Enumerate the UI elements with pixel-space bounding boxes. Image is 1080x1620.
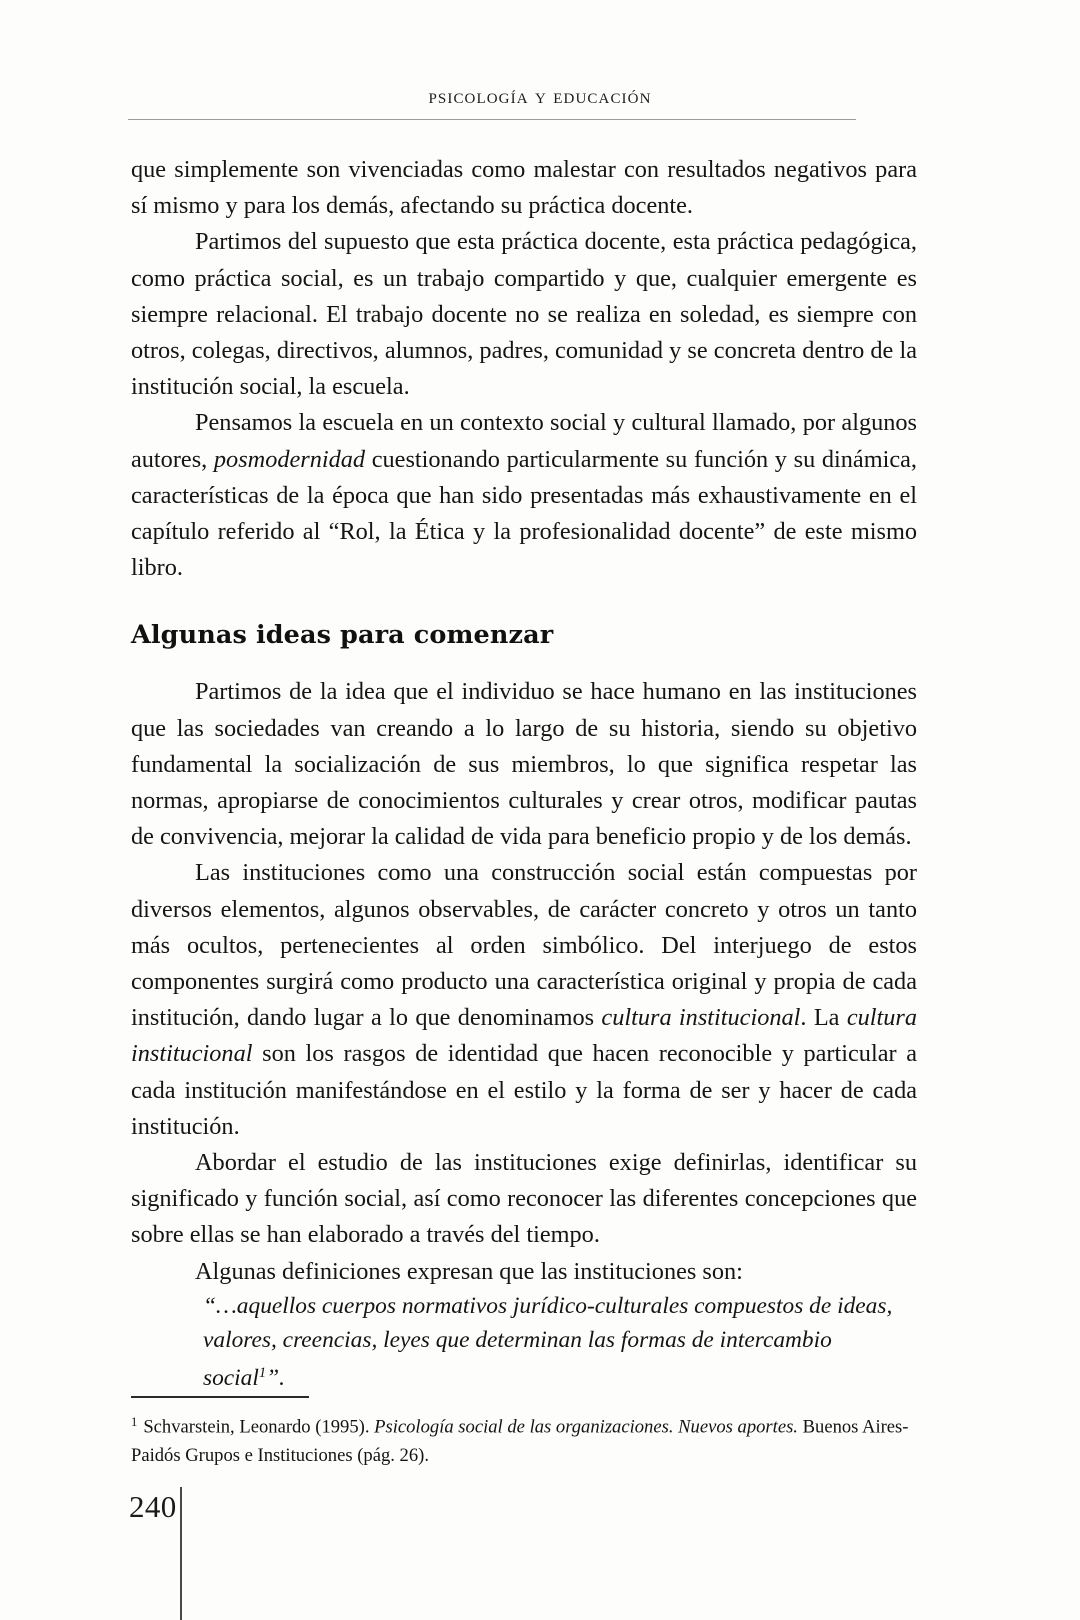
footnote-title-italic: Psicología social de las organizaciones. Nuevos aportes. <box>374 1416 798 1438</box>
paragraph: Partimos de la idea que el individuo se hace humano en las instituciones que las sociedades van creando a lo largo de su historia, siendo su objetivo fundamental la socialización de sus miembros, lo que significa respetar las normas, apropiarse de conocimientos culturales y crear otros, modificar pautas de convivencia, mejorar la calidad de vida para beneficio propio y de los demás. <box>131 678 917 851</box>
page-number-rule <box>180 1487 182 1620</box>
block-quote <box>131 1290 917 1396</box>
emphasis-cultura-institucional: cultura institucional <box>601 1004 801 1032</box>
block-quote-closing: ”. <box>266 1365 285 1392</box>
paragraph <box>131 855 917 1145</box>
running-head <box>0 84 1080 109</box>
paragraph: que simplemente son vivenciadas como malestar con resultados negativos para sí mismo y para los demás, afectando su práctica docente. <box>131 156 917 220</box>
paragraph-part: Las instituciones como una construcción social están compuestas por diversos elementos, algunos observables, de carácter concreto y otros un tanto más ocultos, pertenecientes al orden simbólico. Del interjuego de estos componentes surgirá como producto una característica original y propia de cada institución, dando lugar a lo que denominamos <box>131 859 917 1032</box>
running-head-text: psicología y educación <box>428 84 652 108</box>
running-head-rule <box>128 119 856 120</box>
footnote-part: Schvarstein, Leonardo (1995). <box>143 1416 375 1438</box>
paragraph-part: . La <box>800 1004 847 1032</box>
paragraph: Algunas definiciones expresan que las instituciones son: <box>195 1257 743 1285</box>
spacer <box>131 586 917 618</box>
footnote <box>131 1408 931 1470</box>
main-text-column <box>131 152 917 1396</box>
footnote-marker: 1 <box>131 1415 138 1429</box>
footnote-separator-rule <box>131 1396 309 1398</box>
paragraph-lead: Pensamos la escuela en un contexto social y cultural llamado, por algunos autores, <box>131 409 917 473</box>
footnote-reference[interactable]: 1 <box>258 1365 267 1382</box>
paragraph: Abordar el estudio de las instituciones exige definirlas, identificar su significado y función social, así como reconocer las diferentes concepciones que sobre ellas se han elaborado a través del tiempo. <box>131 1149 917 1249</box>
paragraph-tail: cuestionando particularmente su función y su dinámica, características de la época que han sido presentadas más exhaustivamente en el capítulo referido al “Rol, la Ética y la profesionalidad docente” de este mismo libro. <box>131 445 917 582</box>
page-number: 240 <box>129 1489 177 1524</box>
paragraph: Partimos del supuesto que esta práctica docente, esta práctica pedagógica, como práctica social, es un trabajo compartido y que, cualquier emergente es siempre relacional. El trabajo docente no se realiza en soledad, es siempre con otros, colegas, directivos, alumnos, padres, comunidad y se concreta dentro de la institución social, la escuela. <box>131 228 917 401</box>
paragraph-part: son los rasgos de identidad que hacen reconocible y particular a cada institución manifestándose en el estilo y la forma de ser y hacer de cada institución. <box>131 1040 917 1140</box>
block-quote-text: “…aquellos cuerpos normativos jurídico-culturales compuestos de ideas, valores, creencias, leyes que determinan las formas de intercambio social <box>203 1292 893 1392</box>
emphasis-cultura-institucional: cultura institucional <box>131 1004 917 1068</box>
footnote-part: Buenos Aires-Paidós Grupos e Instituciones (pág. 26). <box>131 1416 909 1466</box>
emphasis-posmodernidad: posmodernidad <box>213 445 366 473</box>
spacer <box>131 652 917 674</box>
section-heading: Algunas ideas para comenzar <box>131 620 554 651</box>
paragraph <box>131 405 917 586</box>
